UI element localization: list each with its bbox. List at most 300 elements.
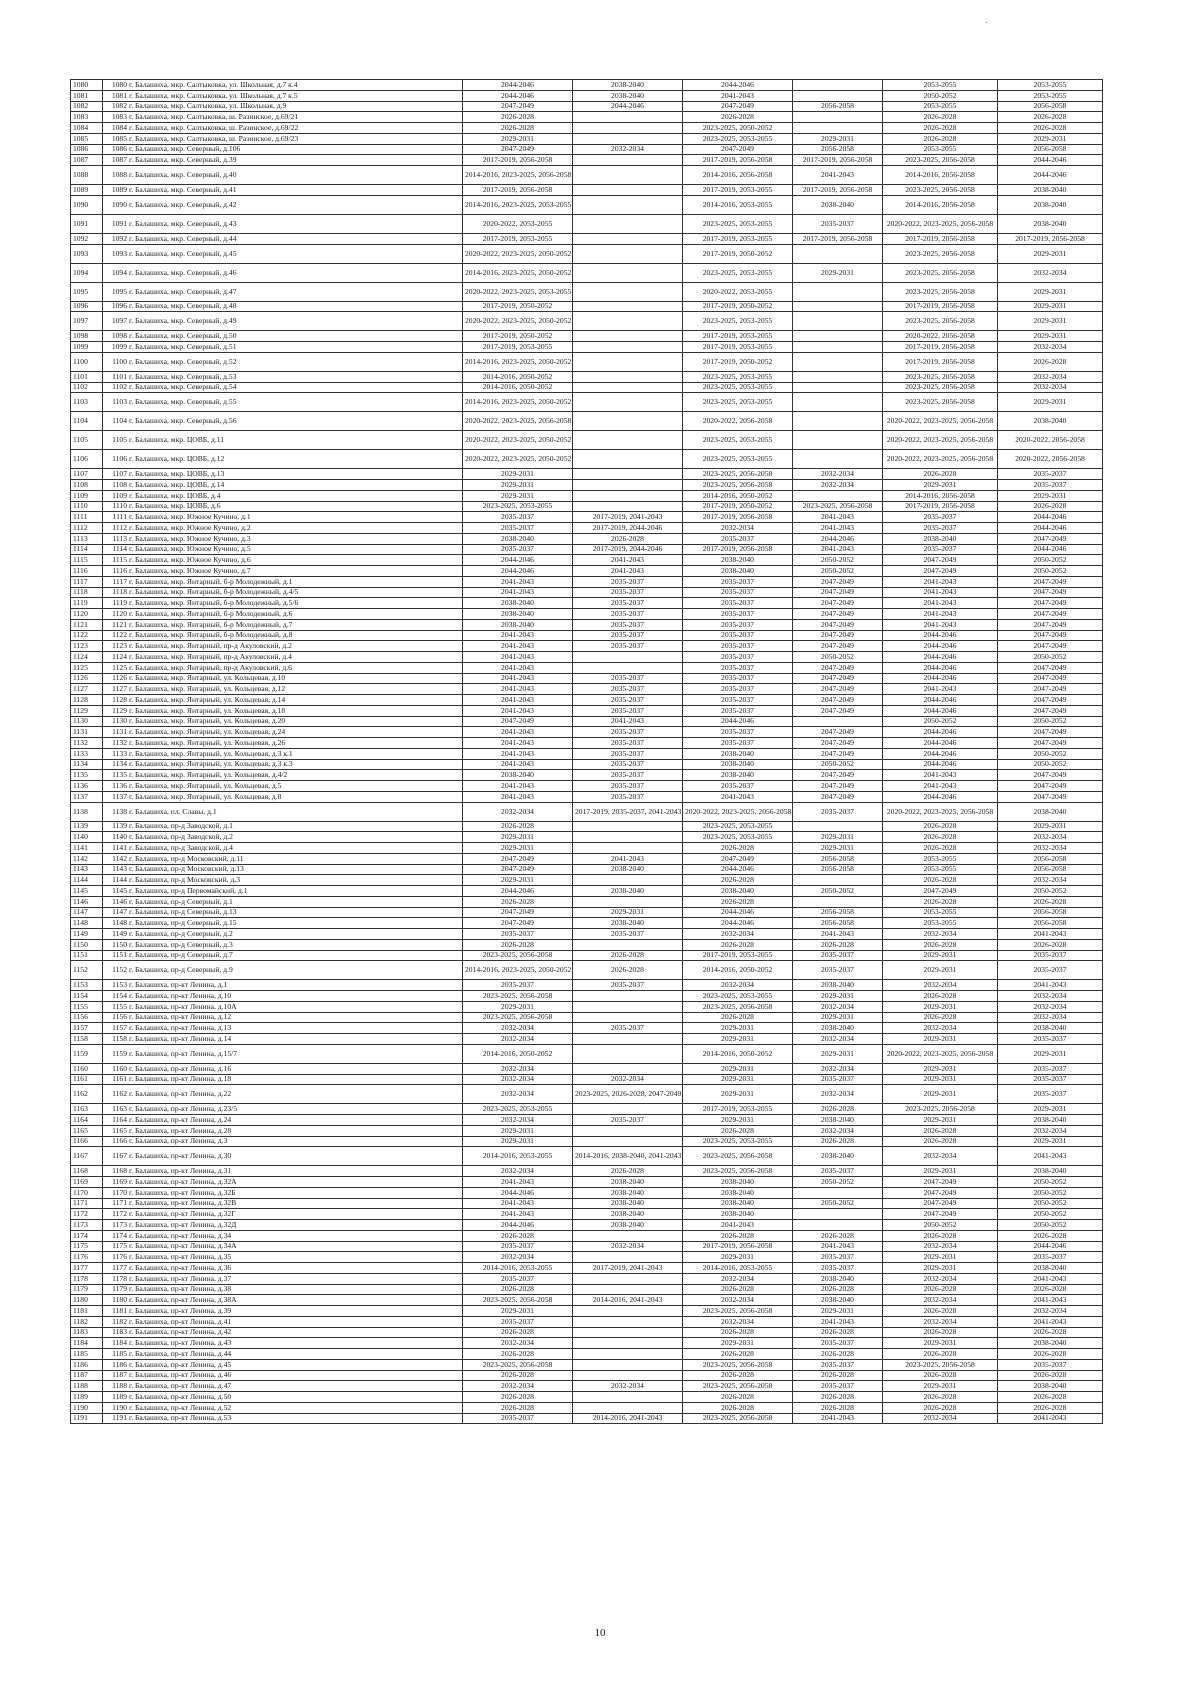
row-number: 1091 [71,214,103,233]
period-cell: 2026-2028 [998,1402,1103,1413]
address-cell [103,991,463,1002]
period-cell: 2041-2043 [463,684,573,695]
period-cell [573,991,683,1002]
period-cell: 2035-2037 [573,630,683,641]
address-text: г. Балашиха, пр-д Заводской, д.2 [129,832,233,842]
address-text: г. Балашиха, мкр. Янтарный, пр-д Акуловский, д.4 [129,651,292,661]
period-cell: 2029-2031 [793,1306,883,1317]
period-cell [573,431,683,450]
period-cell: 2023-2025, 2056-2058 [463,1295,573,1306]
table-row [71,1359,1103,1370]
period-cell: 2035-2037 [573,609,683,620]
period-cell: 2050-2052 [793,652,883,663]
period-cell: 2020-2022, 2056-2058 [998,450,1103,469]
address-id: 1123 [112,641,127,651]
address-id: 1150 [112,939,127,949]
table-row [71,748,1103,759]
period-cell: 2023-2025, 2056-2058 [683,1359,793,1370]
address-cell [103,1147,463,1166]
row-number: 1158 [71,1034,103,1045]
period-cell [793,896,883,907]
period-cell: 2014-2016, 2050-2052 [463,382,573,393]
table-row [71,450,1103,469]
row-number: 1088 [71,166,103,185]
row-number: 1098 [71,331,103,342]
table-row [71,166,1103,185]
table-row [71,431,1103,450]
period-cell: 2047-2049 [463,716,573,727]
period-cell: 2041-2043 [683,791,793,802]
period-cell: 2020-2022, 2023-2025, 2056-2058 [883,214,998,233]
table-row [71,133,1103,144]
period-cell [573,282,683,301]
period-cell: 2038-2040 [793,1273,883,1284]
period-cell: 2038-2040 [683,886,793,897]
address-cell [103,331,463,342]
period-cell: 2014-2016, 2056-2058 [683,166,793,185]
period-cell: 2032-2034 [573,1074,683,1085]
address-id: 1105 [112,435,127,445]
period-cell: 2026-2028 [998,896,1103,907]
period-cell: 2047-2049 [463,144,573,155]
row-number: 1090 [71,195,103,214]
address-text: г. Балашиха, пр-д Северный, д.3 [129,939,233,949]
table-row [71,244,1103,263]
period-cell [573,832,683,843]
period-cell: 2029-2031 [883,1085,998,1104]
address-id: 1113 [112,533,127,543]
period-cell: 2038-2040 [683,1177,793,1188]
period-cell: 2041-2043 [793,523,883,534]
address-text: г. Балашиха, мкр. Янтарный, ул. Кольцевая, д.5 [129,780,282,790]
period-cell: 2053-2055 [998,90,1103,101]
period-cell: 2056-2058 [998,853,1103,864]
table-row [71,490,1103,501]
row-number: 1159 [71,1044,103,1063]
table-row [71,555,1103,566]
table-row [71,576,1103,587]
period-cell: 2029-2031 [998,393,1103,412]
address-text: г. Балашиха, пр-д Московский, д.13 [129,864,244,874]
period-cell: 2026-2028 [463,1284,573,1295]
period-cell: 2023-2025, 2056-2058 [883,393,998,412]
period-cell: 2038-2040 [793,980,883,991]
period-cell: 2047-2049 [793,630,883,641]
address-text: г. Балашиха, мкр. Северный, д.56 [129,416,237,426]
row-number: 1089 [71,185,103,196]
row-number: 1135 [71,770,103,781]
address-cell [103,673,463,684]
table-row [71,1147,1103,1166]
row-number: 1146 [71,896,103,907]
period-cell: 2056-2058 [998,918,1103,929]
period-cell: 2047-2049 [463,864,573,875]
period-cell: 2038-2040 [998,214,1103,233]
period-cell: 2026-2028 [883,1349,998,1360]
address-cell [103,1241,463,1252]
period-cell: 2026-2028 [883,991,998,1002]
address-cell [103,312,463,331]
address-cell [103,1295,463,1306]
period-cell: 2029-2031 [883,950,998,961]
address-cell [103,961,463,980]
period-cell: 2044-2046 [998,155,1103,166]
address-cell [103,1381,463,1392]
address-id: 1172 [112,1209,127,1219]
period-cell [573,875,683,886]
address-cell [103,393,463,412]
address-text: г. Балашиха, пл. Славы, д.1 [129,806,217,816]
period-cell: 2035-2037 [463,544,573,555]
row-number: 1141 [71,843,103,854]
row-number: 1126 [71,673,103,684]
period-cell: 2026-2028 [683,1125,793,1136]
period-cell: 2032-2034 [883,980,998,991]
row-number: 1125 [71,662,103,673]
period-cell [573,450,683,469]
address-text: г. Балашиха, мкр. Южное Кучино, д.1 [129,512,251,522]
address-text: г. Балашиха, мкр. Янтарный, ул. Кольцевая, д.8 [129,791,282,801]
period-cell: 2029-2031 [463,875,573,886]
period-cell [573,112,683,123]
period-cell: 2056-2058 [793,918,883,929]
row-number: 1156 [71,1012,103,1023]
period-cell: 2047-2049 [998,695,1103,706]
period-cell: 2026-2028 [883,133,998,144]
period-cell: 2053-2055 [883,864,998,875]
address-text: г. Балашиха, пр-кт Ленина, д.1 [129,980,228,990]
row-number: 1128 [71,695,103,706]
period-cell: 2032-2034 [883,1413,998,1424]
period-cell: 2014-2016, 2050-2052 [683,961,793,980]
period-cell [573,1349,683,1360]
address-cell [103,716,463,727]
address-text: г. Балашиха, пр-д Северный, д.13 [129,907,237,917]
period-cell: 2023-2025, 2056-2058 [683,1413,793,1424]
period-cell: 2038-2040 [463,598,573,609]
period-cell: 2026-2028 [883,1327,998,1338]
table-row [71,342,1103,353]
address-cell [103,1063,463,1074]
address-cell [103,144,463,155]
period-cell: 2029-2031 [998,1104,1103,1115]
period-cell: 2035-2037 [573,980,683,991]
period-cell [573,301,683,312]
address-cell [103,533,463,544]
period-cell: 2026-2028 [883,1370,998,1381]
row-number: 1121 [71,619,103,630]
row-number: 1109 [71,490,103,501]
period-cell [573,1327,683,1338]
address-id: 1139 [112,821,127,831]
period-cell: 2041-2043 [463,576,573,587]
period-cell: 2035-2037 [793,1074,883,1085]
period-cell: 2047-2049 [998,630,1103,641]
period-cell: 2041-2043 [463,1209,573,1220]
period-cell: 2041-2043 [463,759,573,770]
address-text: г. Балашиха, пр-кт Ленина, д.10А [129,1001,237,1011]
address-cell [103,791,463,802]
address-cell [103,501,463,512]
address-id: 1122 [112,630,127,640]
address-cell [103,853,463,864]
row-number: 1123 [71,641,103,652]
period-cell: 2023-2025, 2053-2055 [683,382,793,393]
period-cell [573,1136,683,1147]
period-cell: 2026-2028 [683,875,793,886]
address-text: г. Балашиха, пр-кт Ленина, д.13 [129,1023,232,1033]
address-cell [103,1220,463,1231]
address-text: г. Балашиха, мкр. Северный, д.45 [129,248,237,258]
period-cell: 2047-2049 [883,1209,998,1220]
row-number: 1116 [71,566,103,577]
period-cell: 2026-2028 [883,469,998,480]
period-cell: 2044-2046 [683,716,793,727]
period-cell: 2047-2049 [998,684,1103,695]
period-cell: 2050-2052 [998,1177,1103,1188]
period-cell: 2041-2043 [793,544,883,555]
address-id: 1189 [112,1391,127,1401]
period-cell: 2026-2028 [683,1230,793,1241]
period-cell: 2017-2019, 2053-2055 [683,233,793,244]
address-cell [103,566,463,577]
period-cell: 2053-2055 [883,907,998,918]
period-cell: 2017-2019, 2056-2058 [683,544,793,555]
address-text: г. Балашиха, пр-кт Ленина, д.41 [129,1316,232,1326]
period-cell: 2020-2022, 2023-2025, 2050-2052 [463,312,573,331]
period-cell: 2029-2031 [463,490,573,501]
address-text: г. Балашиха, мкр. Северный, д.42 [129,199,237,209]
row-number: 1151 [71,950,103,961]
address-id: 1101 [112,371,127,381]
row-number: 1132 [71,738,103,749]
period-cell: 2032-2034 [683,929,793,940]
period-cell: 2047-2049 [998,576,1103,587]
address-id: 1151 [112,950,127,960]
period-cell: 2041-2043 [463,652,573,663]
address-cell [103,980,463,991]
address-text: г. Балашиха, мкр. Северный, д.43 [129,218,237,228]
period-cell: 2029-2031 [683,1338,793,1349]
table-row [71,1306,1103,1317]
table-row [71,1327,1103,1338]
row-number: 1101 [71,371,103,382]
period-cell: 2047-2049 [793,609,883,620]
address-text: г. Балашиха, мкр. Северный, д.40 [129,170,237,180]
address-id: 1127 [112,684,127,694]
address-cell [103,112,463,123]
address-cell [103,1338,463,1349]
period-cell: 2041-2043 [998,1295,1103,1306]
period-cell: 2050-2052 [793,759,883,770]
table-row [71,1115,1103,1126]
address-cell [103,1125,463,1136]
period-cell: 2020-2022, 2023-2025, 2050-2052 [463,450,573,469]
table-row [71,630,1103,641]
address-id: 1106 [112,454,127,464]
period-cell: 2041-2043 [998,1147,1103,1166]
period-cell: 2029-2031 [463,1125,573,1136]
address-cell [103,1044,463,1063]
period-cell: 2026-2028 [793,1392,883,1403]
period-cell: 2053-2055 [883,80,998,91]
period-cell: 2038-2040 [683,1209,793,1220]
period-cell: 2035-2037 [573,598,683,609]
period-cell: 2020-2022, 2023-2025, 2056-2058 [883,802,998,821]
period-cell: 2035-2037 [683,738,793,749]
address-text: г. Балашиха, мкр. Северный, д.47 [129,286,237,296]
period-cell: 2041-2043 [883,598,998,609]
period-cell: 2020-2022, 2056-2058 [998,431,1103,450]
row-number: 1180 [71,1295,103,1306]
period-cell: 2050-2052 [793,1198,883,1209]
address-id: 1138 [112,806,127,816]
address-id: 1081 [111,90,127,100]
address-text: г. Балашиха, пр-кт Ленина, д.14 [129,1033,232,1043]
row-number: 1171 [71,1198,103,1209]
row-number: 1103 [71,393,103,412]
period-cell: 2035-2037 [793,214,883,233]
period-cell: 2029-2031 [998,1044,1103,1063]
period-cell: 2029-2031 [683,1023,793,1034]
address-text: г. Балашиха, мкр. ЦОВБ, д.4 [129,490,221,500]
address-cell [103,282,463,301]
address-id: 1166 [112,1136,127,1146]
period-cell: 2041-2043 [573,566,683,577]
period-cell: 2041-2043 [463,673,573,684]
table-row [71,695,1103,706]
table-row [71,770,1103,781]
period-cell: 2029-2031 [793,1012,883,1023]
address-cell [103,684,463,695]
period-cell [573,1034,683,1045]
period-cell: 2041-2043 [793,1316,883,1327]
period-cell: 2038-2040 [573,1220,683,1231]
period-cell: 2032-2034 [883,1273,998,1284]
row-number: 1138 [71,802,103,821]
table-row [71,331,1103,342]
period-cell: 2014-2016, 2023-2025, 2050-2052 [463,961,573,980]
period-cell: 2035-2037 [683,781,793,792]
period-cell: 2032-2034 [463,1085,573,1104]
period-cell: 2038-2040 [573,1177,683,1188]
period-cell: 2026-2028 [683,1349,793,1360]
address-text: г. Балашиха, пр-кт Ленина, д.35 [129,1252,232,1262]
row-number: 1107 [71,469,103,480]
address-text: г. Балашиха, мкр. Салтыковка, ш. Разинское, д.69/22 [129,122,299,132]
period-cell: 2035-2037 [573,748,683,759]
period-cell: 2035-2037 [683,587,793,598]
period-cell: 2035-2037 [573,727,683,738]
period-cell: 2038-2040 [683,759,793,770]
period-cell: 2038-2040 [463,770,573,781]
period-cell [793,112,883,123]
period-cell: 2050-2052 [998,1187,1103,1198]
period-cell: 2047-2049 [683,101,793,112]
row-number: 1185 [71,1349,103,1360]
table-row [71,759,1103,770]
period-cell: 2029-2031 [463,469,573,480]
address-id: 1173 [112,1219,127,1229]
period-cell: 2026-2028 [883,1136,998,1147]
address-text: г. Балашиха, мкр. Северный, д.39 [129,155,237,165]
address-text: г. Балашиха, пр-кт Ленина, д.47 [129,1381,232,1391]
period-cell [573,480,683,491]
period-cell: 2026-2028 [463,1370,573,1381]
row-number: 1150 [71,939,103,950]
address-cell [103,1230,463,1241]
table-row [71,214,1103,233]
period-cell: 2056-2058 [998,101,1103,112]
period-cell: 2032-2034 [793,1001,883,1012]
address-cell [103,759,463,770]
period-cell: 2050-2052 [998,886,1103,897]
period-cell: 2026-2028 [793,1327,883,1338]
period-cell: 2026-2028 [463,123,573,134]
address-id: 1182 [112,1316,127,1326]
period-cell: 2035-2037 [793,1166,883,1177]
period-cell: 2047-2049 [883,1187,998,1198]
address-cell [103,1252,463,1263]
address-text: г. Балашиха, мкр. Салтыковка, ш. Разинское, д.69/21 [129,112,299,122]
period-cell: 2032-2034 [683,523,793,534]
table-row [71,1209,1103,1220]
period-cell [793,342,883,353]
address-id: 1110 [112,501,127,511]
address-id: 1180 [112,1295,127,1305]
period-cell: 2026-2028 [573,1166,683,1177]
period-cell: 2023-2025, 2050-2052 [683,123,793,134]
address-id: 1174 [112,1230,127,1240]
period-cell: 2038-2040 [998,195,1103,214]
table-row [71,980,1103,991]
address-text: г. Балашиха, пр-д Северный, д.7 [129,950,233,960]
row-number: 1175 [71,1241,103,1252]
period-cell: 2020-2022, 2023-2025, 2053-2055 [463,282,573,301]
period-cell: 2044-2046 [883,695,998,706]
period-cell: 2038-2040 [463,533,573,544]
row-number: 1083 [71,112,103,123]
period-cell: 2014-2016, 2053-2055 [463,1263,573,1274]
period-cell: 2044-2046 [998,544,1103,555]
address-cell [103,641,463,652]
period-cell: 2014-2016, 2023-2025, 2050-2052 [463,263,573,282]
period-cell: 2026-2028 [683,1284,793,1295]
row-number: 1165 [71,1125,103,1136]
table-row [71,716,1103,727]
address-id: 1116 [112,565,127,575]
address-text: г. Балашиха, пр-кт Ленина, д.32Г [129,1209,236,1219]
row-number: 1174 [71,1230,103,1241]
period-cell [793,244,883,263]
period-cell: 2035-2037 [573,576,683,587]
period-cell: 2035-2037 [463,980,573,991]
period-cell: 2044-2046 [883,630,998,641]
period-cell [573,1104,683,1115]
address-text: г. Балашиха, пр-кт Ленина, д.23/5 [129,1104,238,1114]
address-text: г. Балашиха, мкр. Янтарный, б-р Молодежный, д.1 [129,576,293,586]
address-id: 1178 [112,1273,127,1283]
row-number: 1084 [71,123,103,134]
period-cell: 2041-2043 [998,929,1103,940]
period-cell: 2029-2031 [793,991,883,1002]
address-id: 1154 [112,990,127,1000]
period-cell: 2014-2016, 2053-2055 [683,1263,793,1274]
address-cell [103,431,463,450]
table-row [71,738,1103,749]
period-cell [573,843,683,854]
period-cell: 2029-2031 [793,843,883,854]
